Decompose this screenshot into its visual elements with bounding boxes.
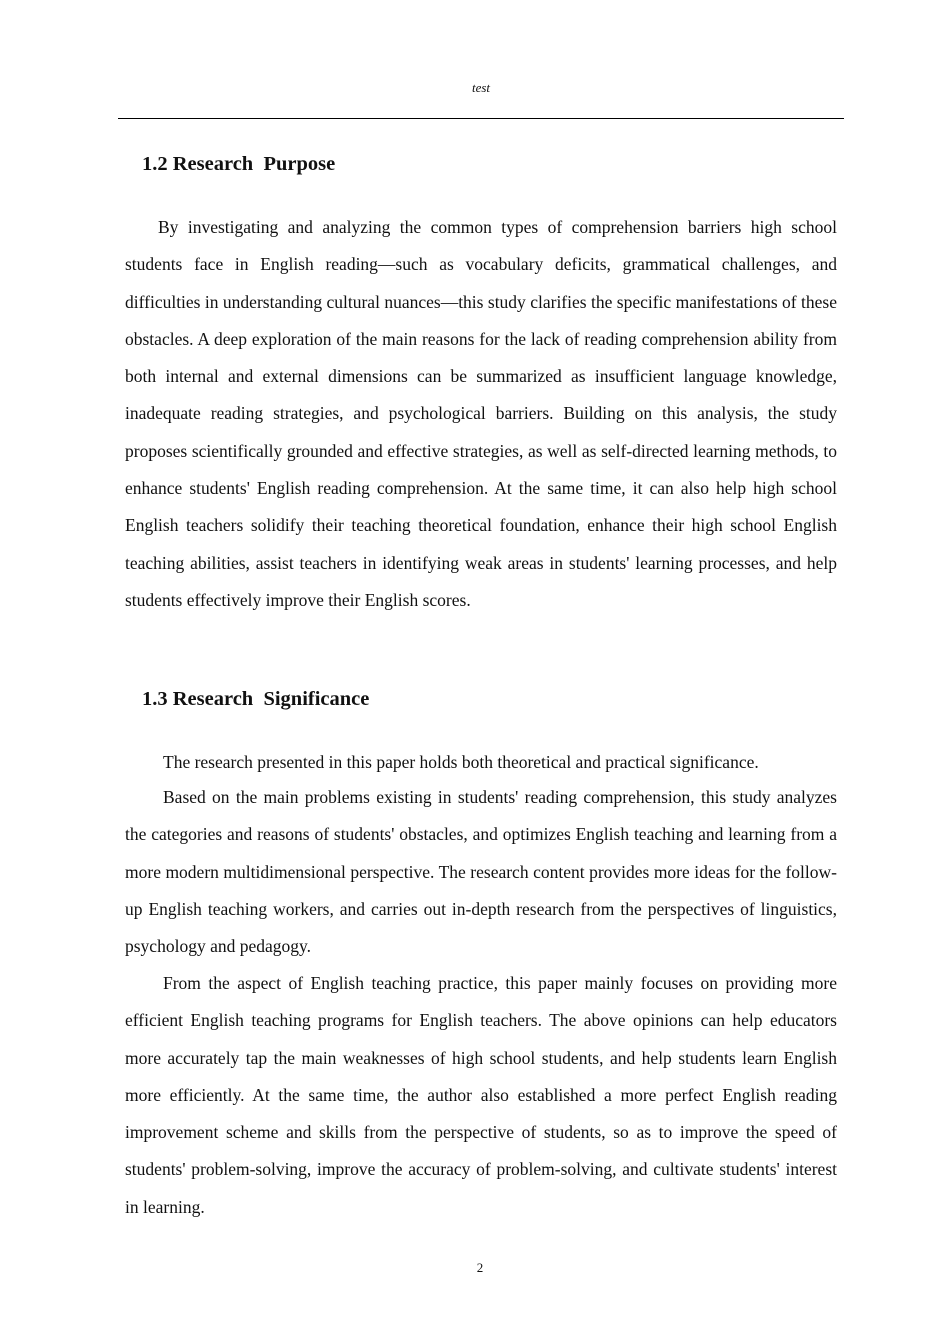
page-number: 2 bbox=[476, 1260, 484, 1275]
header-divider bbox=[118, 118, 844, 119]
paragraph-significance-practical: From the aspect of English teaching practice, this paper mainly focuses on providing more efficient English teaching programs for English teachers. The above opinions can help educators more accurately tap the main weaknesses of high school students, and help students learn English more efficiently. At the same time, the author also established a more perfect English reading improvement scheme and skills from the perspective of students, so as to improve the speed of students' problem-solving, improve the accuracy of problem-solving, and cultivate students' interest in learning. bbox=[125, 973, 837, 1217]
paragraph-significance-theoretical: Based on the main problems existing in students' reading comprehension, this study analyzes the categories and reasons of students' obstacles, and optimizes English teaching and learning from a more modern multidimensional perspective. The research content provides more ideas for the follow-up English teaching workers, and carries out in-depth research from the perspectives of linguistics, psychology and pedagogy. bbox=[125, 787, 837, 957]
running-header: test bbox=[471, 80, 491, 95]
section-heading-research-significance: 1.3 Research Significance bbox=[142, 688, 370, 710]
section-heading-research-purpose: 1.2 Research Purpose bbox=[142, 153, 336, 175]
paragraph-research-purpose: By investigating and analyzing the common types of comprehension barriers high school students face in English reading—such as vocabulary deficits, grammatical challenges, and difficulties in understanding cultural nuances—this study clarifies the specific manifestations of these obstacles. A deep exploration of the main reasons for the lack of reading comprehension ability from both internal and external dimensions can be summarized as insufficient language knowledge, inadequate reading strategies, and psychological barriers. Building on this analysis, the study proposes scientifically grounded and effective strategies, as well as self-directed learning methods, to enhance students' English reading comprehension. At the same time, it can also help high school English teachers solidify their teaching theoretical foundation, enhance their high school English teaching abilities, assist teachers in identifying weak areas in students' learning processes, and help students effectively improve their English scores. bbox=[125, 217, 837, 610]
paragraph-significance-intro: The research presented in this paper holds both theoretical and practical significance. bbox=[163, 752, 759, 772]
